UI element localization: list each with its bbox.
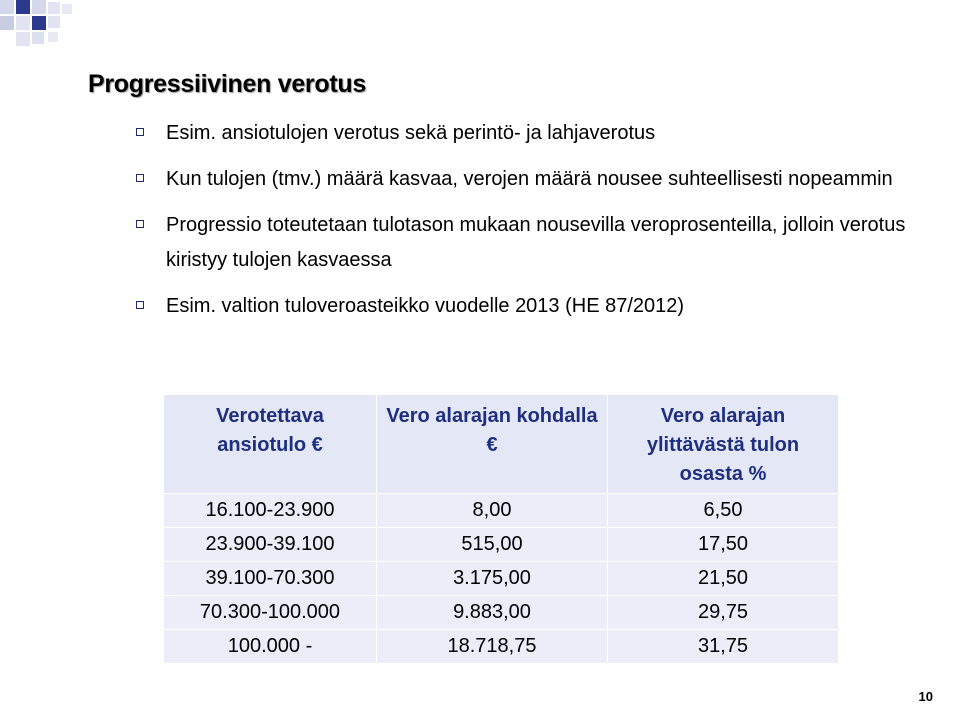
bullet-list: [134, 116, 914, 324]
income-bracket-cell: 39.100-70.300: [164, 562, 377, 596]
bullet-item: [134, 208, 914, 278]
base-tax-cell: 3.175,00: [377, 562, 608, 596]
header-taxable-income: Verotettava ansiotulo €: [164, 395, 377, 494]
square-bullet-icon: [136, 128, 144, 136]
table-row: [164, 494, 838, 528]
rate-cell: 17,50: [608, 528, 839, 562]
bullet-text: Kun tulojen (tmv.) määrä kasvaa, verojen määrä nousee suhteellisesti nopeammin: [166, 168, 893, 190]
header-marginal-rate: Vero alarajan ylittävästä tulon osasta %: [608, 395, 839, 494]
income-bracket-cell: 100.000 -: [164, 630, 377, 664]
bullet-item: [134, 116, 914, 151]
rate-cell: 31,75: [608, 630, 839, 664]
table-row: [164, 562, 838, 596]
slide-title: Progressiivinen verotus: [88, 70, 366, 98]
page-number: 10: [918, 689, 933, 704]
square-bullet-icon: [136, 174, 144, 182]
bullet-text: Esim. valtion tuloveroasteikko vuodelle 2013 (HE 87/2012): [166, 295, 685, 317]
bullet-item: [134, 289, 914, 324]
rate-cell: 21,50: [608, 562, 839, 596]
bullet-item: [134, 162, 914, 197]
square-bullet-icon: [136, 220, 144, 228]
base-tax-cell: 8,00: [377, 494, 608, 528]
header-tax-at-lower-limit: Vero alarajan kohdalla €: [377, 395, 608, 494]
income-bracket-cell: 70.300-100.000: [164, 596, 377, 630]
base-tax-cell: 515,00: [377, 528, 608, 562]
tax-table-container: [164, 395, 838, 663]
income-bracket-cell: 16.100-23.900: [164, 494, 377, 528]
bullet-text: Progressio toteutetaan tulotason mukaan nousevilla veroprosenteilla, jolloin verotus kiristyy tulojen kasvaessa: [166, 214, 906, 271]
bullet-text: Esim. ansiotulojen verotus sekä perintö- ja lahjaverotus: [166, 122, 656, 144]
corner-squares-decoration: [0, 0, 90, 60]
tax-scale-table: [164, 395, 838, 663]
base-tax-cell: 18.718,75: [377, 630, 608, 664]
base-tax-cell: 9.883,00: [377, 596, 608, 630]
table-row: [164, 528, 838, 562]
square-bullet-icon: [136, 301, 144, 309]
table-row: [164, 630, 838, 664]
income-bracket-cell: 23.900-39.100: [164, 528, 377, 562]
rate-cell: 6,50: [608, 494, 839, 528]
rate-cell: 29,75: [608, 596, 839, 630]
table-row: [164, 596, 838, 630]
table-header-row: [164, 395, 838, 494]
